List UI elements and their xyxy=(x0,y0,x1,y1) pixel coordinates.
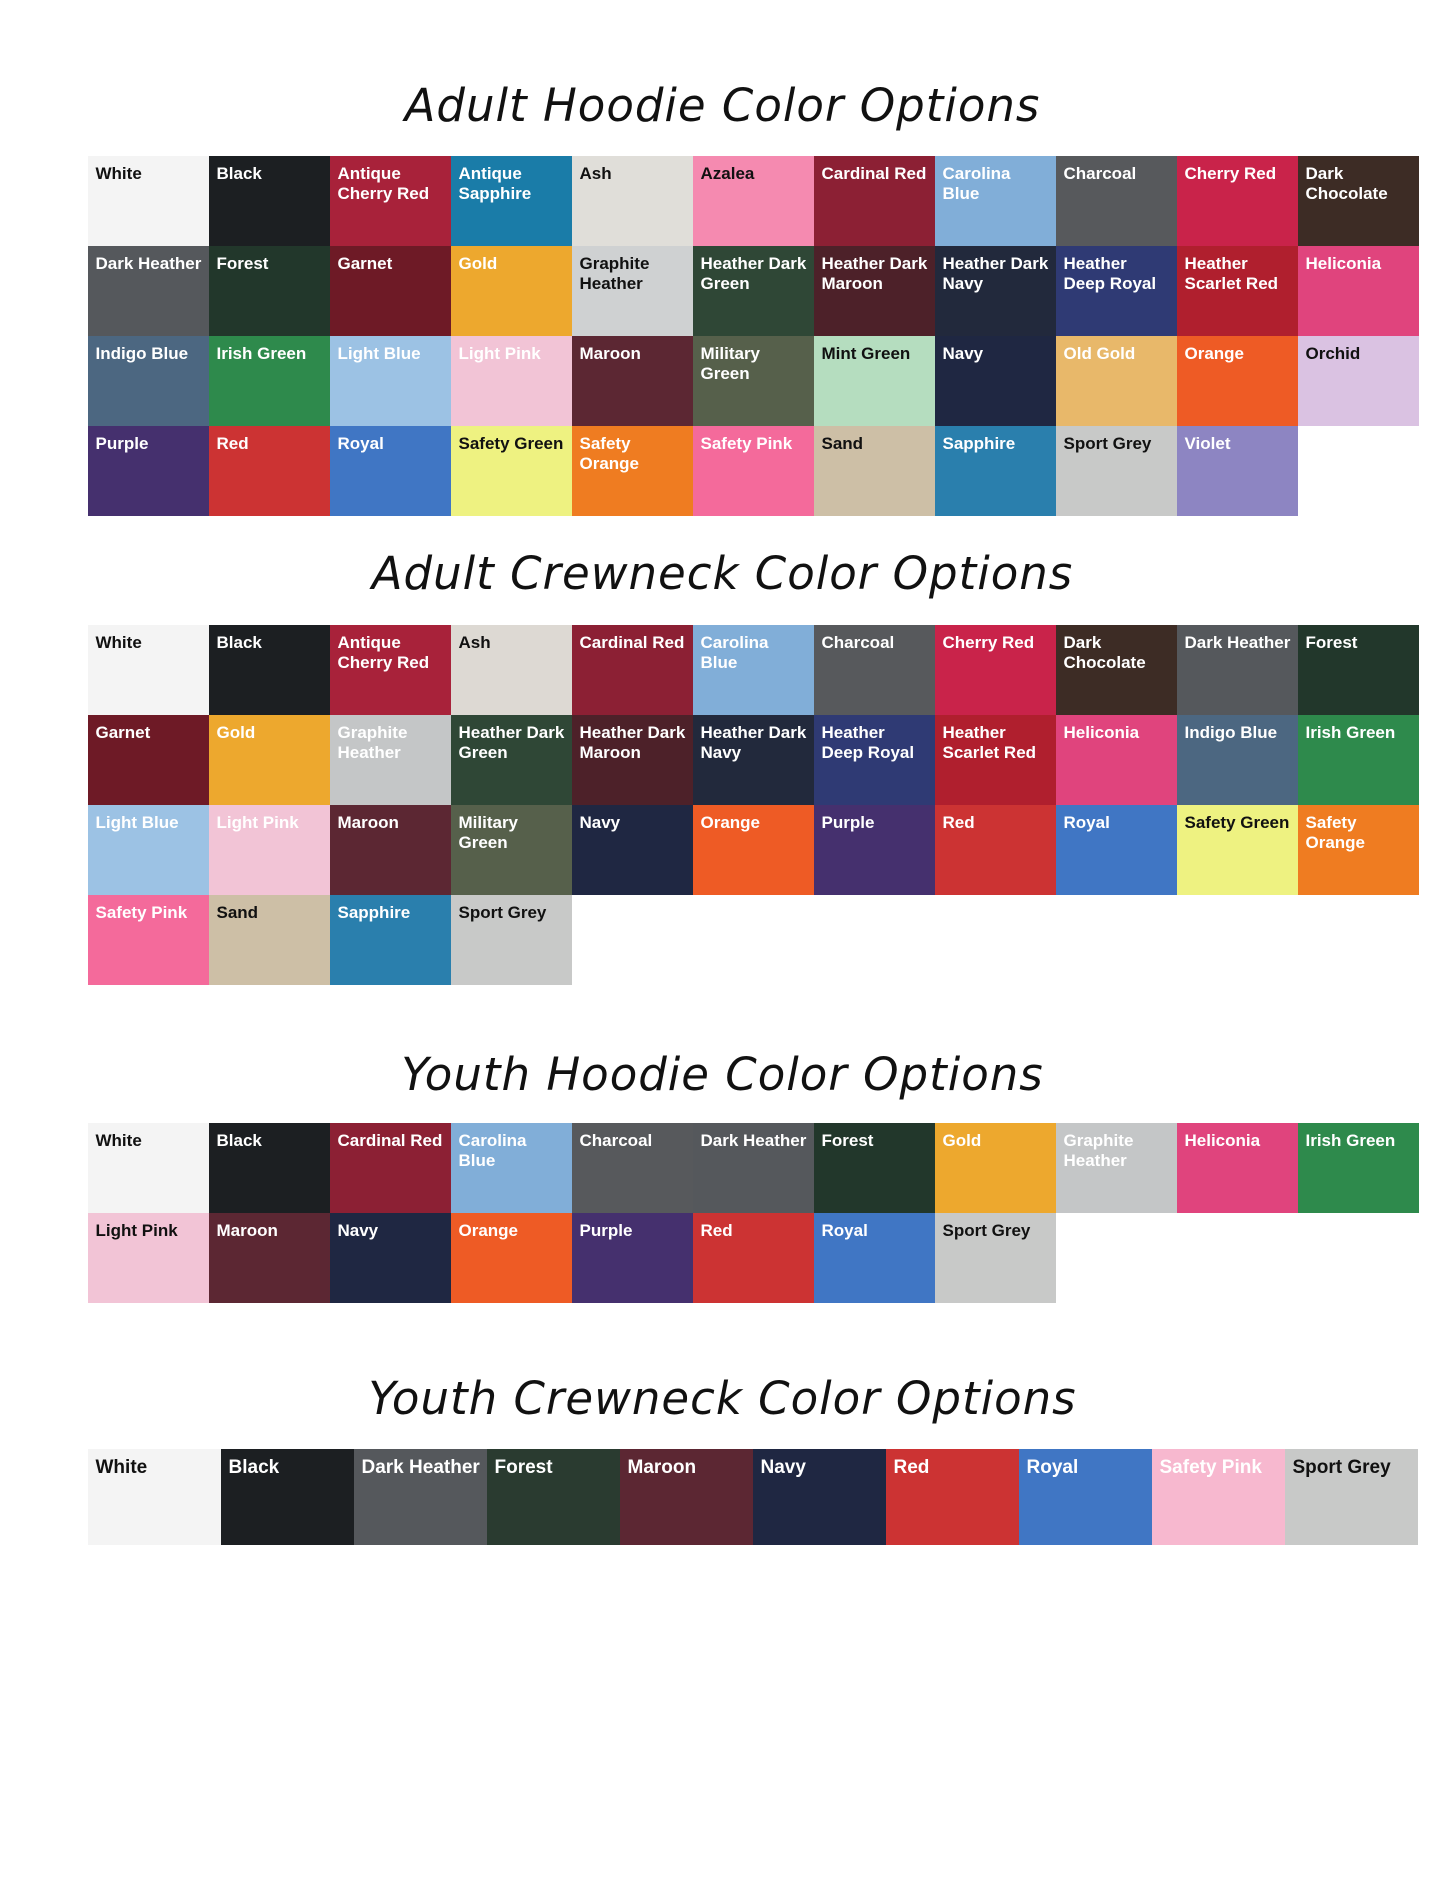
color-swatch[interactable] xyxy=(354,1449,487,1545)
color-swatch[interactable] xyxy=(451,715,572,805)
color-swatch-label: Orchid xyxy=(1305,344,1361,364)
color-swatch[interactable] xyxy=(88,246,209,336)
color-swatch-label: Dark Chocolate xyxy=(1063,632,1146,672)
color-swatch-label: Cherry Red xyxy=(1184,164,1277,184)
color-swatch[interactable] xyxy=(1177,246,1298,336)
color-swatch-label: Light Blue xyxy=(95,812,179,832)
color-swatch-label: Maroon xyxy=(579,344,641,364)
color-swatch[interactable] xyxy=(935,1213,1056,1303)
color-swatch[interactable] xyxy=(88,805,209,895)
section-adult-hoodie xyxy=(43,78,1403,516)
color-swatch-label: Antique Sapphire xyxy=(458,164,532,204)
color-swatch[interactable] xyxy=(572,336,693,426)
color-swatch[interactable] xyxy=(209,1213,330,1303)
color-swatch[interactable] xyxy=(1056,336,1177,426)
color-swatch[interactable] xyxy=(221,1449,354,1545)
color-swatch[interactable] xyxy=(88,336,209,426)
color-swatch-label: Red xyxy=(216,434,249,454)
color-swatch[interactable] xyxy=(572,156,693,246)
color-swatch[interactable] xyxy=(693,715,814,805)
color-swatch-label: Graphite Heather xyxy=(1063,1130,1134,1170)
color-swatch-label: Garnet xyxy=(337,254,393,274)
color-swatch[interactable] xyxy=(330,426,451,516)
color-swatch-label: Royal xyxy=(1063,812,1110,832)
color-swatch[interactable] xyxy=(1152,1449,1285,1545)
color-swatch-label: Purple xyxy=(821,812,875,832)
color-swatch[interactable] xyxy=(886,1449,1019,1545)
color-swatch-label: Sport Grey xyxy=(458,902,547,922)
color-swatch-label: Mint Green xyxy=(821,344,911,364)
color-swatch-label: Purple xyxy=(579,1220,633,1240)
color-swatch-label: Sand xyxy=(216,902,259,922)
color-swatch[interactable] xyxy=(1298,625,1419,715)
color-swatch-label: Heather Dark Navy xyxy=(942,254,1049,294)
color-swatch-label: Sport Grey xyxy=(1292,1457,1391,1478)
color-swatch-label: Sapphire xyxy=(942,434,1016,454)
color-swatch[interactable] xyxy=(1056,805,1177,895)
color-swatch[interactable] xyxy=(693,336,814,426)
color-swatch[interactable] xyxy=(451,805,572,895)
color-swatch[interactable] xyxy=(330,246,451,336)
color-swatch-label: Cardinal Red xyxy=(821,164,927,184)
section-adult-crewneck xyxy=(43,546,1403,984)
color-swatch[interactable] xyxy=(330,336,451,426)
color-swatch-label: Heather Dark Maroon xyxy=(821,254,928,294)
color-swatch-label: Carolina Blue xyxy=(458,1130,527,1170)
color-swatch-label: Orange xyxy=(458,1220,519,1240)
color-swatch[interactable] xyxy=(1298,1123,1419,1213)
color-swatch-label: Antique Cherry Red xyxy=(337,632,430,672)
color-swatch-label: White xyxy=(95,164,142,184)
color-swatch[interactable] xyxy=(814,156,935,246)
color-swatch-label: Navy xyxy=(337,1220,379,1240)
color-swatch[interactable] xyxy=(1177,336,1298,426)
color-swatch-label: Navy xyxy=(760,1457,806,1478)
color-swatch-label: Safety Green xyxy=(458,434,564,454)
color-swatch-label: Purple xyxy=(95,434,149,454)
color-swatch-label: Graphite Heather xyxy=(579,254,650,294)
color-swatch[interactable] xyxy=(209,625,330,715)
color-swatch[interactable] xyxy=(1177,805,1298,895)
color-options-page xyxy=(0,78,1445,1884)
color-swatch[interactable] xyxy=(1056,426,1177,516)
color-swatch-label: Irish Green xyxy=(1305,1130,1396,1150)
color-swatch-label: Navy xyxy=(579,812,621,832)
color-swatch-label: Antique Cherry Red xyxy=(337,164,430,204)
color-swatch[interactable] xyxy=(814,336,935,426)
color-swatch[interactable] xyxy=(209,156,330,246)
color-swatch[interactable] xyxy=(330,625,451,715)
color-swatch[interactable] xyxy=(209,336,330,426)
color-swatch-label: Black xyxy=(216,1130,262,1150)
color-swatch[interactable] xyxy=(330,715,451,805)
color-swatch-label: Royal xyxy=(821,1220,868,1240)
color-swatch-label: Cardinal Red xyxy=(579,632,685,652)
color-swatch[interactable] xyxy=(1177,426,1298,516)
color-swatch-label: Carolina Blue xyxy=(942,164,1011,204)
color-swatch[interactable] xyxy=(693,805,814,895)
color-swatch-label: Heather Deep Royal xyxy=(1063,254,1157,294)
color-swatch[interactable] xyxy=(88,426,209,516)
color-swatch-label: Dark Heather xyxy=(1184,632,1291,652)
color-swatch-label: Military Green xyxy=(700,344,761,384)
color-swatch[interactable] xyxy=(572,805,693,895)
color-swatch-label: Heliconia xyxy=(1063,722,1140,742)
color-swatch-label: Royal xyxy=(337,434,384,454)
color-swatch[interactable] xyxy=(451,336,572,426)
color-swatch[interactable] xyxy=(1298,246,1419,336)
color-swatch[interactable] xyxy=(1177,625,1298,715)
color-swatch-label: Military Green xyxy=(458,812,519,852)
color-swatch[interactable] xyxy=(451,1123,572,1213)
color-swatch-label: Light Pink xyxy=(216,812,299,832)
color-swatch-label: Gold xyxy=(216,722,256,742)
color-swatch-label: Cardinal Red xyxy=(337,1130,443,1150)
color-swatch-label: Heather Deep Royal xyxy=(821,722,915,762)
color-swatch-label: Sport Grey xyxy=(1063,434,1152,454)
color-swatch[interactable] xyxy=(209,426,330,516)
swatch-grid-adult-hoodie xyxy=(88,156,1433,516)
color-swatch-label: Heather Dark Navy xyxy=(700,722,807,762)
color-swatch[interactable] xyxy=(620,1449,753,1545)
color-swatch[interactable] xyxy=(693,1213,814,1303)
color-swatch-label: White xyxy=(95,632,142,652)
color-swatch-label: Charcoal xyxy=(821,632,895,652)
color-swatch[interactable] xyxy=(88,1449,221,1545)
color-swatch[interactable] xyxy=(1285,1449,1418,1545)
color-swatch-label: Navy xyxy=(942,344,984,364)
color-swatch-label: Heather Scarlet Red xyxy=(942,722,1037,762)
color-swatch-label: Violet xyxy=(1184,434,1231,454)
color-swatch[interactable] xyxy=(1056,156,1177,246)
color-swatch-label: Azalea xyxy=(700,164,755,184)
color-swatch[interactable] xyxy=(572,715,693,805)
color-swatch[interactable] xyxy=(1056,625,1177,715)
color-swatch-label: Old Gold xyxy=(1063,344,1136,364)
color-swatch[interactable] xyxy=(1298,715,1419,805)
color-swatch[interactable] xyxy=(814,1123,935,1213)
color-swatch-label: Forest xyxy=(494,1457,553,1478)
color-swatch[interactable] xyxy=(209,1123,330,1213)
page-title-adult-hoodie: Adult Hoodie Color Options xyxy=(404,79,1041,132)
color-swatch[interactable] xyxy=(88,1213,209,1303)
color-swatch-label: Light Pink xyxy=(95,1220,178,1240)
color-swatch-label: Heather Dark Green xyxy=(458,722,565,762)
color-swatch[interactable] xyxy=(330,805,451,895)
color-swatch-label: Sand xyxy=(821,434,864,454)
swatch-grid-youth-hoodie xyxy=(88,1123,1433,1303)
color-swatch[interactable] xyxy=(88,156,209,246)
color-swatch[interactable] xyxy=(1056,246,1177,336)
color-swatch-label: Forest xyxy=(216,254,269,274)
color-swatch[interactable] xyxy=(330,156,451,246)
color-swatch-label: Carolina Blue xyxy=(700,632,769,672)
color-swatch[interactable] xyxy=(451,246,572,336)
color-swatch[interactable] xyxy=(572,1123,693,1213)
color-swatch[interactable] xyxy=(935,805,1056,895)
color-swatch[interactable] xyxy=(693,156,814,246)
color-swatch-label: Black xyxy=(216,632,262,652)
color-swatch-label: Heather Dark Green xyxy=(700,254,807,294)
color-swatch-label: Orange xyxy=(1184,344,1245,364)
swatch-grid-adult-crewneck xyxy=(88,625,1433,985)
color-swatch-label: Dark Heather xyxy=(95,254,202,274)
color-swatch-label: Irish Green xyxy=(216,344,307,364)
color-swatch[interactable] xyxy=(88,625,209,715)
color-swatch[interactable] xyxy=(935,246,1056,336)
color-swatch[interactable] xyxy=(814,426,935,516)
color-swatch[interactable] xyxy=(572,1213,693,1303)
color-swatch[interactable] xyxy=(814,715,935,805)
color-swatch[interactable] xyxy=(814,805,935,895)
color-swatch-label: Gold xyxy=(458,254,498,274)
color-swatch-label: Light Blue xyxy=(337,344,421,364)
color-swatch-label: Red xyxy=(700,1220,733,1240)
color-swatch-label: Royal xyxy=(1026,1457,1079,1478)
page-title-adult-crewneck: Adult Crewneck Color Options xyxy=(371,547,1074,601)
color-swatch[interactable] xyxy=(451,156,572,246)
page-title-youth-crewneck: Youth Crewneck Color Options xyxy=(368,1371,1077,1425)
color-swatch[interactable] xyxy=(935,715,1056,805)
color-swatch-label: Orange xyxy=(700,812,761,832)
color-swatch[interactable] xyxy=(209,246,330,336)
color-swatch-label: Sapphire xyxy=(337,902,411,922)
color-swatch[interactable] xyxy=(330,895,451,985)
color-swatch-label: Black xyxy=(216,164,262,184)
color-swatch[interactable] xyxy=(1177,1123,1298,1213)
color-swatch-label: Heliconia xyxy=(1305,254,1382,274)
color-swatch-label: Safety Orange xyxy=(579,434,640,474)
color-swatch[interactable] xyxy=(1056,1123,1177,1213)
color-swatch-label: Safety Pink xyxy=(95,902,188,922)
color-swatch[interactable] xyxy=(693,625,814,715)
color-swatch[interactable] xyxy=(209,895,330,985)
color-swatch-label: Ash xyxy=(579,164,612,184)
color-swatch-label: White xyxy=(95,1130,142,1150)
page-title-youth-hoodie: Youth Hoodie Color Options xyxy=(401,1047,1044,1101)
color-swatch-label: Maroon xyxy=(337,812,399,832)
color-swatch[interactable] xyxy=(693,1123,814,1213)
color-swatch[interactable] xyxy=(451,426,572,516)
color-swatch-label: Indigo Blue xyxy=(1184,722,1278,742)
color-swatch[interactable] xyxy=(935,336,1056,426)
color-swatch[interactable] xyxy=(814,1213,935,1303)
color-swatch-label: Forest xyxy=(821,1130,874,1150)
color-swatch[interactable] xyxy=(814,246,935,336)
color-swatch-label: Gold xyxy=(942,1130,982,1150)
color-swatch[interactable] xyxy=(1056,715,1177,805)
color-swatch[interactable] xyxy=(451,1213,572,1303)
color-swatch[interactable] xyxy=(935,156,1056,246)
color-swatch[interactable] xyxy=(88,895,209,985)
color-swatch-label: Cherry Red xyxy=(942,632,1035,652)
color-swatch-label: Safety Green xyxy=(1184,812,1290,832)
color-swatch-label: Maroon xyxy=(216,1220,278,1240)
color-swatch-label: Heather Dark Maroon xyxy=(579,722,686,762)
color-swatch[interactable] xyxy=(487,1449,620,1545)
color-swatch-label: Maroon xyxy=(627,1457,697,1478)
color-swatch-label: Irish Green xyxy=(1305,722,1396,742)
color-swatch[interactable] xyxy=(451,895,572,985)
color-swatch[interactable] xyxy=(1177,715,1298,805)
color-swatch-label: Dark Heather xyxy=(700,1130,807,1150)
color-swatch-label: White xyxy=(95,1457,148,1478)
color-swatch-label: Indigo Blue xyxy=(95,344,189,364)
color-swatch-label: Safety Orange xyxy=(1305,812,1366,852)
color-swatch[interactable] xyxy=(753,1449,886,1545)
color-swatch[interactable] xyxy=(693,426,814,516)
color-swatch[interactable] xyxy=(88,715,209,805)
color-swatch[interactable] xyxy=(1177,156,1298,246)
color-swatch-label: Black xyxy=(228,1457,280,1478)
color-swatch-label: Charcoal xyxy=(579,1130,653,1150)
color-swatch[interactable] xyxy=(935,426,1056,516)
color-swatch[interactable] xyxy=(209,805,330,895)
color-swatch-label: Forest xyxy=(1305,632,1358,652)
color-swatch-label: Red xyxy=(893,1457,930,1478)
section-youth-crewneck xyxy=(43,1371,1403,1545)
color-swatch[interactable] xyxy=(1298,156,1419,246)
color-swatch-label: Sport Grey xyxy=(942,1220,1031,1240)
color-swatch[interactable] xyxy=(572,426,693,516)
color-swatch[interactable] xyxy=(209,715,330,805)
color-swatch[interactable] xyxy=(1298,336,1419,426)
color-swatch-label: Heliconia xyxy=(1184,1130,1261,1150)
color-swatch[interactable] xyxy=(572,246,693,336)
color-swatch[interactable] xyxy=(693,246,814,336)
color-swatch-label: Graphite Heather xyxy=(337,722,408,762)
color-swatch-label: Garnet xyxy=(95,722,151,742)
color-swatch-label: Dark Chocolate xyxy=(1305,164,1388,204)
color-swatch[interactable] xyxy=(935,625,1056,715)
color-swatch[interactable] xyxy=(330,1213,451,1303)
section-youth-hoodie xyxy=(43,1047,1403,1303)
color-swatch-label: Safety Pink xyxy=(700,434,793,454)
color-swatch[interactable] xyxy=(330,1123,451,1213)
color-swatch-label: Charcoal xyxy=(1063,164,1137,184)
color-swatch[interactable] xyxy=(1019,1449,1152,1545)
swatch-grid-youth-crewneck xyxy=(88,1449,1433,1545)
color-swatch[interactable] xyxy=(1298,805,1419,895)
color-swatch[interactable] xyxy=(572,625,693,715)
color-swatch[interactable] xyxy=(451,625,572,715)
color-swatch[interactable] xyxy=(88,1123,209,1213)
color-swatch-label: Heather Scarlet Red xyxy=(1184,254,1279,294)
color-swatch-label: Red xyxy=(942,812,975,832)
color-swatch-label: Dark Heather xyxy=(361,1457,480,1478)
color-swatch[interactable] xyxy=(935,1123,1056,1213)
color-swatch-label: Light Pink xyxy=(458,344,541,364)
color-swatch-label: Safety Pink xyxy=(1159,1457,1262,1478)
color-swatch-label: Ash xyxy=(458,632,491,652)
color-swatch[interactable] xyxy=(814,625,935,715)
